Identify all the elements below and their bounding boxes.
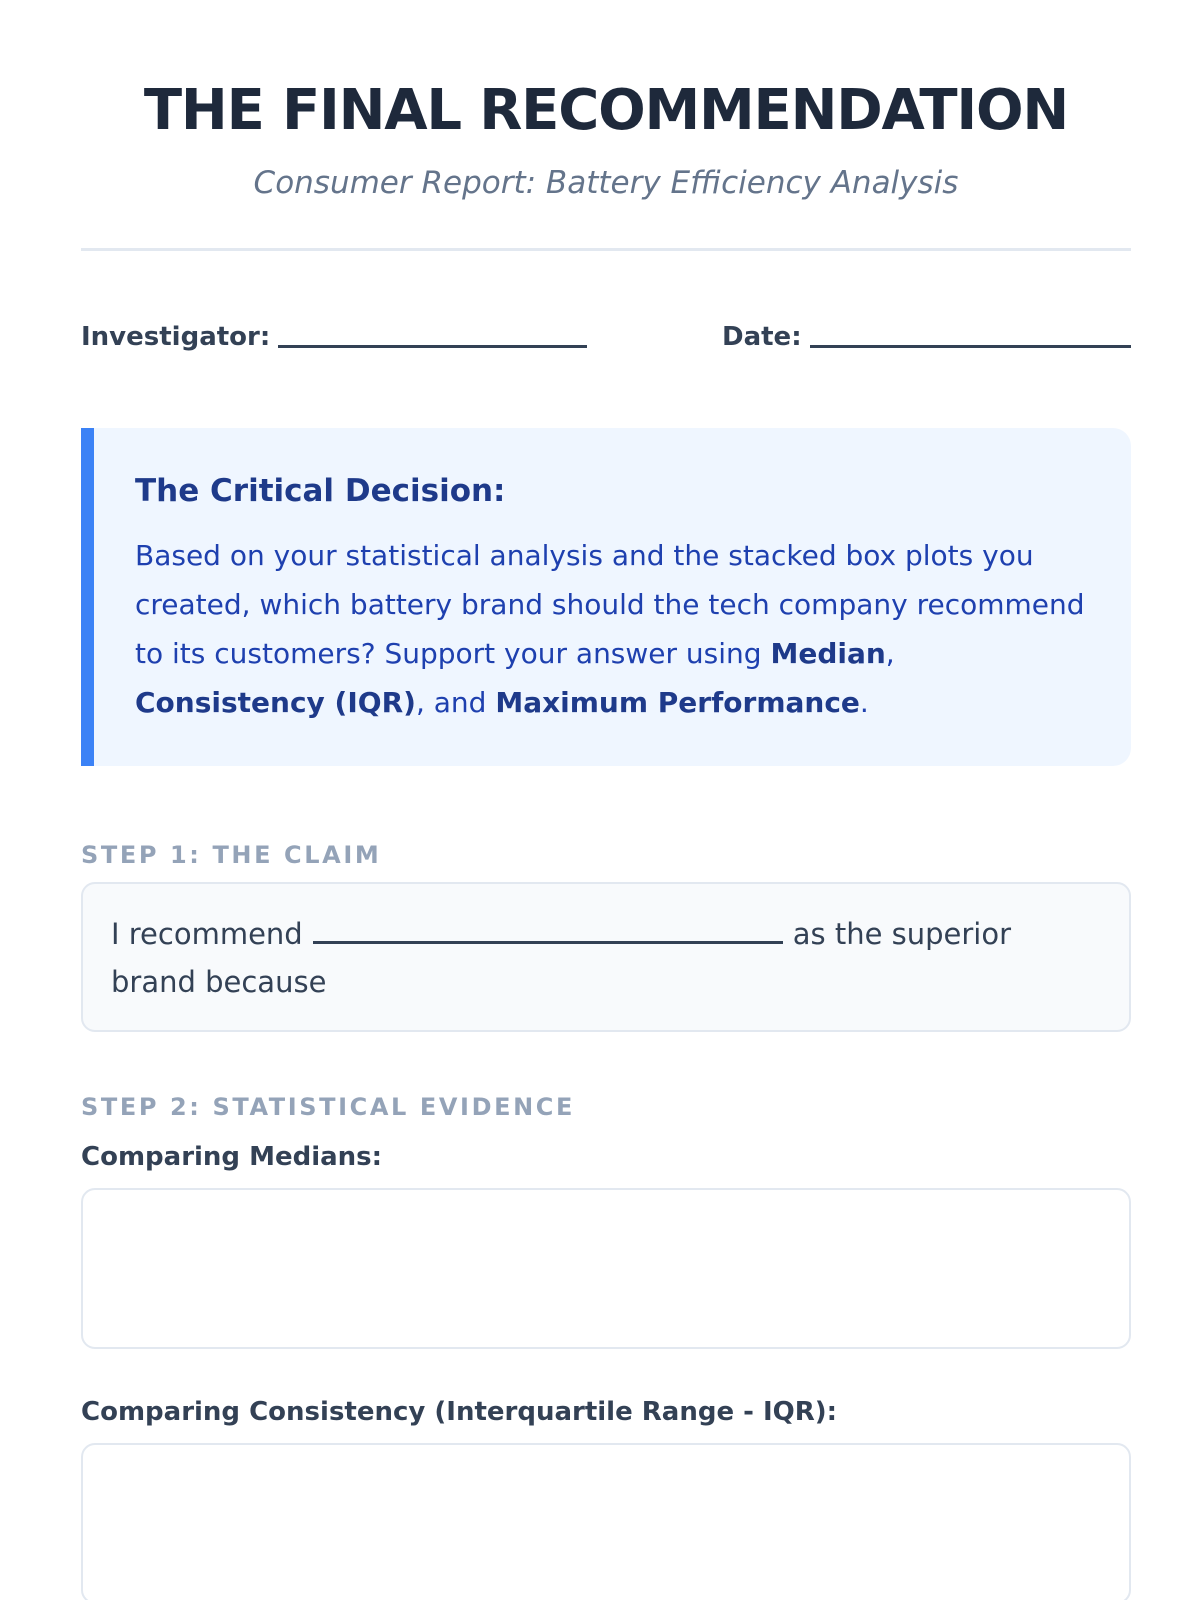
claim-prefix: I recommend bbox=[111, 917, 303, 951]
brand-blank[interactable] bbox=[313, 920, 783, 944]
consistency-answer-box[interactable] bbox=[81, 1443, 1131, 1600]
claim-box[interactable] bbox=[81, 882, 1131, 1032]
step-1-label: STEP 1: THE CLAIM bbox=[81, 841, 382, 869]
date-label: Date: bbox=[722, 322, 802, 352]
page-title: THE FINAL RECOMMENDATION bbox=[143, 78, 1069, 143]
term-max-performance: Maximum Performance bbox=[495, 686, 860, 719]
callout-end: . bbox=[859, 686, 869, 719]
callout-sep-2: , and bbox=[415, 686, 496, 719]
callout-body-text: Based on your statistical analysis and the stacked box plots you created, which battery brand should the tech company recommend to its customers? Support your answer using bbox=[135, 539, 1085, 670]
medians-answer-box[interactable] bbox=[81, 1188, 1131, 1349]
callout-sep-1: , bbox=[885, 637, 895, 670]
investigator-label: Investigator: bbox=[81, 322, 271, 352]
callout-body bbox=[135, 531, 1091, 727]
date-field[interactable] bbox=[722, 322, 1131, 352]
claim-suffix: as the superior brand because bbox=[111, 917, 1012, 999]
callout-heading: The Critical Decision: bbox=[135, 473, 506, 509]
header-divider bbox=[81, 248, 1131, 251]
page-subtitle: Consumer Report: Battery Efficiency Analysis bbox=[253, 165, 959, 201]
investigator-blank[interactable] bbox=[278, 326, 587, 348]
medians-label: Comparing Medians: bbox=[81, 1142, 383, 1172]
critical-decision-callout bbox=[81, 428, 1131, 766]
investigator-field[interactable] bbox=[81, 322, 587, 352]
term-median: Median bbox=[770, 637, 886, 670]
meta-row bbox=[81, 322, 1131, 362]
worksheet-page bbox=[81, 0, 1131, 1600]
term-consistency: Consistency (IQR) bbox=[135, 686, 416, 719]
step-2-label: STEP 2: STATISTICAL EVIDENCE bbox=[81, 1093, 575, 1121]
date-blank[interactable] bbox=[810, 326, 1131, 348]
consistency-label: Comparing Consistency (Interquartile Range - IQR): bbox=[81, 1397, 838, 1427]
